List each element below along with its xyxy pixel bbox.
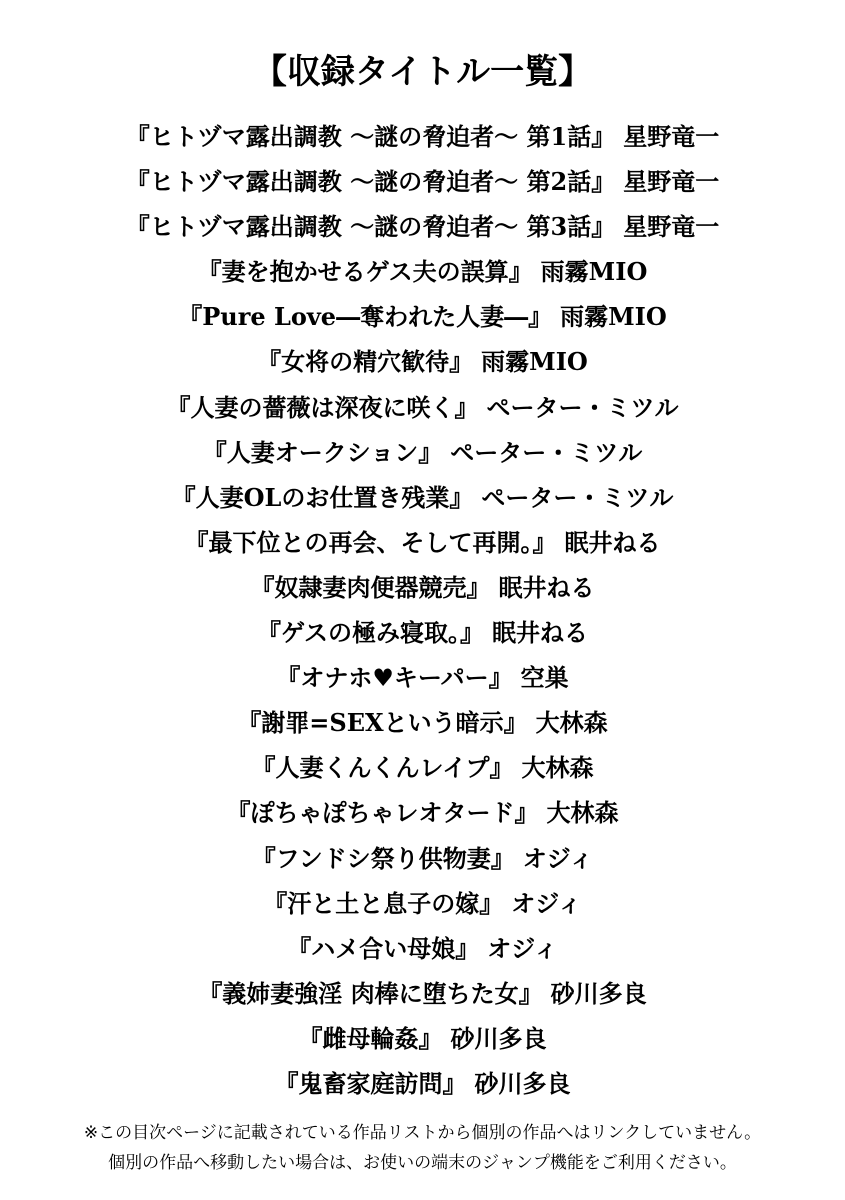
- note-line: 個別の作品へ移動したい場合は、お使いの端末のジャンプ機能をご利用ください。: [108, 1153, 737, 1173]
- entry-author: 砂川多良: [550, 978, 647, 1008]
- title-entry: [0, 249, 845, 294]
- entry-title: 『フンドシ祭り供物妻』: [251, 843, 515, 873]
- title-entry: [0, 565, 845, 610]
- footer-notes: [0, 1118, 845, 1178]
- entry-title: 『謝罪=SEXという暗示』: [237, 708, 528, 738]
- entry-title: 『汗と土と息子の嫁』: [263, 888, 504, 918]
- note-line: ※この目次ページに記載されている作品リストから個別の作品へはリンクしていません。: [83, 1123, 762, 1143]
- entry-author: 砂川多良: [474, 1068, 571, 1098]
- entry-title: 『奴隷妻肉便器競売』: [250, 572, 491, 602]
- title-entry: [0, 114, 845, 159]
- title-entry: [0, 1016, 845, 1061]
- title-entry: [0, 294, 845, 339]
- page-title: 【収録タイトル一覧】: [252, 52, 593, 92]
- title-entry: [0, 745, 845, 790]
- entry-author: オジィ: [511, 888, 582, 918]
- entry-title: 『Pure Love―奪われた人妻―』: [178, 302, 553, 332]
- entry-title: 『妻を抱かせるゲス夫の誤算』: [197, 257, 533, 287]
- entry-author: ペーター・ミツル: [486, 392, 679, 422]
- entry-title: 『ハメ合い母娘』: [287, 933, 480, 963]
- entry-author: 雨霧MIO: [560, 302, 667, 332]
- title-entry: [0, 700, 845, 745]
- entry-title: 『雌母輪姦』: [298, 1023, 443, 1053]
- entry-author: オジィ: [522, 843, 594, 873]
- title-entry: [0, 881, 845, 926]
- entry-author: ペーター・ミツル: [481, 482, 674, 512]
- entry-title: 『ぽちゃぽちゃレオタード』: [226, 798, 539, 828]
- entry-author: 星野竜一: [623, 212, 720, 242]
- entry-title: 『鬼畜家庭訪問』: [274, 1068, 467, 1098]
- entry-author: 眠井ねる: [498, 572, 595, 602]
- entry-author: 砂川多良: [450, 1023, 547, 1053]
- entry-title: 『ヒトヅマ露出調教 ～謎の脅迫者～ 第3話』: [125, 212, 616, 242]
- title-list: [0, 114, 845, 1106]
- title-entry: [0, 520, 845, 565]
- title-entry: [0, 475, 845, 520]
- entry-title: 『ゲスの極み寝取。』: [256, 618, 485, 648]
- entry-title: 『女将の精穴歓待』: [257, 347, 474, 377]
- entry-title: 『ヒトヅマ露出調教 ～謎の脅迫者～ 第2話』: [125, 167, 616, 197]
- entry-title: 『人妻OLのお仕置き残業』: [171, 482, 474, 512]
- entry-title: 『最下位との再会、そして再開。』: [184, 527, 557, 557]
- title-entry: [0, 655, 845, 700]
- title-entry: [0, 836, 845, 881]
- entry-title: 『人妻くんくんレイプ』: [251, 753, 514, 783]
- entry-title: 『ヒトヅマ露出調教 ～謎の脅迫者～ 第1話』: [125, 122, 616, 151]
- entry-author: オジィ: [487, 933, 558, 963]
- entry-author: 大林森: [521, 753, 594, 783]
- entry-title: 『義姉妻強淫 肉棒に堕ちた女』: [198, 978, 543, 1008]
- title-entry: [0, 971, 845, 1016]
- title-entry: [0, 385, 845, 430]
- entry-author: 星野竜一: [623, 122, 720, 151]
- entry-title: 『人妻オークション』: [202, 437, 443, 467]
- title-entry: [0, 430, 845, 475]
- entry-author: 雨霧MIO: [481, 347, 588, 377]
- title-entry: [0, 790, 845, 835]
- entry-title: 『人妻の薔薇は深夜に咲く』: [166, 392, 479, 422]
- title-entry: [0, 926, 845, 971]
- title-entry: [0, 159, 845, 204]
- title-entry: [0, 339, 845, 384]
- entry-author: 大林森: [535, 708, 608, 738]
- entry-author: 雨霧MIO: [540, 257, 648, 287]
- entry-author: 眠井ねる: [492, 618, 589, 648]
- entry-author: 空巣: [520, 663, 569, 693]
- entry-author: 眠井ねる: [564, 527, 661, 557]
- entry-author: ペーター・ミツル: [450, 437, 643, 467]
- entry-title: 『オナホ♥キーパー』: [276, 663, 513, 693]
- title-entry: [0, 610, 845, 655]
- title-entry: [0, 1061, 845, 1106]
- entry-author: 星野竜一: [623, 167, 720, 197]
- title-entry: [0, 204, 845, 249]
- entry-author: 大林森: [546, 798, 619, 828]
